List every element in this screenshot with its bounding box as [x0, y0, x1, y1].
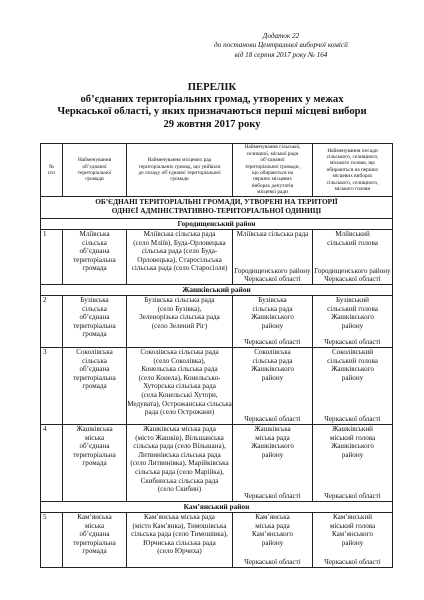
council-elections-line: міська рада: [255, 521, 290, 530]
community-name-line: громада: [82, 264, 107, 273]
community-name: [63, 348, 127, 425]
head-elections: [313, 348, 393, 425]
council-elections-line: Соколівська: [254, 348, 291, 356]
member-councils-line: Хуторська сільська рада: [143, 382, 216, 391]
annex-reference: [214, 32, 348, 60]
community-name-line: об’єднана: [79, 365, 110, 374]
section-title: ОБ’ЄДНАНІ ТЕРИТОРІАЛЬНІ ГРОМАДИ, УТВОРЕНІ НА ТЕРИТОРІЇ ОДНІЄЇ АДМІНІСТРАТИВНО-ТЕРИТОРІАЛЬНОЇ ОДИНИЦІ: [41, 197, 393, 219]
member-councils-line: (місто Кам’янка), Тимошівська: [132, 521, 227, 530]
member-councils-line: (село Бузівка),: [157, 304, 202, 313]
council-elections: [233, 513, 313, 568]
community-name-line: сільська: [82, 356, 107, 365]
council-elections: [233, 230, 313, 285]
member-councils-line: Соколівська сільська рада: [140, 348, 219, 356]
row-number: 3: [41, 348, 63, 425]
member-councils-line: рада (село Острожани): [144, 408, 215, 417]
member-councils-line: сільська рада (село Вільшана),: [133, 442, 226, 451]
table-row: [41, 425, 393, 502]
community-name-line: сільська: [82, 304, 107, 313]
council-elections-line: району: [261, 373, 284, 382]
member-councils-line: Орловецька), Старосільська: [137, 255, 222, 264]
council-elections-line: Черкаської області: [244, 275, 301, 284]
head-elections-line: Черкаської області: [324, 415, 381, 424]
community-name: [63, 296, 127, 348]
member-councils: [127, 296, 233, 348]
council-elections-line: сільська рада: [252, 304, 293, 313]
council-elections-line: району: [261, 321, 284, 330]
section-title-row: [41, 197, 393, 219]
head-elections-line: Бузівський: [336, 296, 369, 304]
head-elections-line: Жашківського: [331, 313, 374, 322]
community-name-line: територіальна: [73, 321, 116, 330]
row-number: 2: [41, 296, 63, 348]
header-council-elections: Найменування сільської, селищної, міської ради об’єднаної територіальної громади, що обираються на перших місцевих виборах депутатів місцевої ради: [233, 144, 313, 197]
council-elections-line: Городищенського району: [234, 266, 311, 275]
member-councils-line: Жашківська міська рада: [143, 425, 216, 433]
table-row: [41, 230, 393, 285]
district-row: [41, 285, 393, 296]
head-elections-line: Мліївський: [335, 230, 370, 238]
member-councils-line: Скибинська сільська рада: [140, 476, 219, 485]
head-elections-line: сільський голова: [327, 356, 378, 365]
community-name-line: об’єднана: [79, 313, 110, 322]
head-elections: [313, 513, 393, 568]
annex-number: Додаток 22: [262, 32, 300, 40]
member-councils-line: Зеленорізька сільська рада: [139, 313, 220, 322]
community-name-line: сільська: [82, 238, 107, 247]
member-councils-line: (село Конела), Конельсько-: [138, 373, 221, 382]
member-councils-line: (село Мліїв), Буда-Орловецька: [133, 238, 226, 247]
community-name: [63, 513, 127, 568]
member-councils-line: (села Конельські Хутори,: [141, 390, 218, 399]
community-name-line: територіальна: [73, 450, 116, 459]
member-councils-line: Литвинівська сільська рада: [138, 450, 221, 459]
head-elections-line: району: [341, 538, 364, 547]
community-name-line: громада: [82, 547, 107, 556]
council-elections-line: Черкаської області: [244, 492, 301, 501]
head-elections-line: Жашківський: [332, 425, 373, 433]
district-name: Городищенський район: [41, 219, 393, 230]
head-elections-line: міський голова: [329, 433, 376, 442]
title-line: ПЕРЕЛІК: [187, 82, 237, 93]
member-councils: [127, 425, 233, 502]
member-councils-line: (село Литвинівка), Марійківська: [130, 459, 229, 468]
member-councils-line: Медувата), Острожанська сільська: [127, 399, 232, 408]
member-councils-line: сільська рада (село Марійка),: [135, 467, 224, 476]
head-elections: [313, 230, 393, 285]
member-councils-line: (село Юрчиха): [157, 547, 202, 556]
community-name: [63, 230, 127, 285]
member-councils-line: сільська рада (село Старосілля): [131, 264, 228, 273]
community-name-line: об’єднана: [79, 442, 110, 451]
annex-date: від 18 серпня 2017 року № 164: [234, 50, 328, 59]
district-row: [41, 502, 393, 513]
head-elections-line: Черкаської області: [324, 338, 381, 347]
annex-resolution: до постанови Центральної виборчої комісії: [214, 41, 348, 50]
council-elections-line: Мліївська сільська рада: [236, 230, 309, 238]
communities-table: [40, 143, 393, 568]
member-councils-line: (село Зелений Ріг): [151, 321, 208, 330]
community-name-line: об’єднана: [79, 247, 110, 256]
head-elections-line: сільський голова: [327, 304, 378, 313]
head-elections-line: Жашківського: [331, 442, 374, 451]
member-councils: [127, 230, 233, 285]
community-name-line: міська: [84, 521, 105, 530]
title-line: об’єднаних територіальних громад, утворених у межах: [80, 94, 344, 106]
council-elections-line: району: [261, 450, 284, 459]
head-elections-line: Кам’янського: [332, 530, 373, 539]
title-line: Черкаської області, у яких призначаються перші місцеві вибори: [57, 106, 367, 118]
council-elections-line: міська рада: [255, 433, 290, 442]
community-name-line: громада: [82, 382, 107, 391]
header-head-elections: Найменування посади сільського, селищного, міського голови, що обираються на перших місцевих виборах сільського, селищного, міського голови: [313, 144, 393, 197]
head-elections: [313, 425, 393, 502]
member-councils-line: Юрчиська сільська рада: [143, 538, 216, 547]
community-name-line: територіальна: [73, 538, 116, 547]
community-name-line: територіальна: [73, 373, 116, 382]
member-councils-line: сільська рада (село Тимошівка),: [131, 530, 228, 539]
title-line: 29 жовтня 2017 року: [163, 118, 261, 130]
head-elections-line: Соколівський: [331, 348, 374, 356]
row-number: 5: [41, 513, 63, 568]
community-name-line: міська: [84, 433, 105, 442]
council-elections-line: Жашківського: [251, 442, 294, 451]
community-name-line: Жашківська: [76, 425, 113, 433]
member-councils: [127, 348, 233, 425]
member-councils-line: (село Соколівка),: [153, 356, 206, 365]
table-row: [41, 348, 393, 425]
council-elections: [233, 348, 313, 425]
council-elections-line: Черкаської області: [244, 338, 301, 347]
head-elections-line: району: [341, 373, 364, 382]
council-elections-line: Черкаської області: [244, 415, 301, 424]
head-elections: [313, 296, 393, 348]
head-elections-line: сільський голова: [327, 238, 378, 247]
table-row: [41, 513, 393, 568]
header-community: Найменування об’єднаної територіальної громади: [63, 144, 127, 197]
member-councils-line: Кам’янська міська рада: [144, 513, 215, 521]
head-elections-line: Городищенського району: [314, 266, 391, 275]
council-elections: [233, 425, 313, 502]
council-elections-line: сільська рада: [252, 356, 293, 365]
table-row: [41, 296, 393, 348]
council-elections-line: Кам’янського: [252, 530, 293, 539]
community-name-line: Кам’янська: [77, 513, 112, 521]
member-councils-line: Конельська сільська рада: [141, 365, 218, 374]
council-elections-line: Бузівська: [258, 296, 287, 304]
council-elections-line: району: [261, 538, 284, 547]
district-name: Жашківський район: [41, 285, 393, 296]
member-councils-line: Бузівська сільська рада: [144, 296, 215, 304]
head-elections-line: Черкаської області: [324, 492, 381, 501]
table-header-row: [41, 144, 393, 197]
head-elections-line: Кам’янський: [332, 513, 373, 521]
council-elections-line: Жашківського: [251, 365, 294, 374]
community-name-line: територіальна: [73, 255, 116, 264]
community-name-line: Мліївська: [79, 230, 110, 238]
row-number: 1: [41, 230, 63, 285]
council-elections-line: Жашківського: [251, 313, 294, 322]
document-title: [40, 82, 384, 131]
row-number: 4: [41, 425, 63, 502]
member-councils-line: Мліївська сільська рада: [143, 230, 216, 238]
head-elections-line: Черкаської області: [324, 275, 381, 284]
community-name-line: Бузівська: [80, 296, 109, 304]
member-councils-line: сільська рада (село Буда-: [141, 247, 218, 256]
community-name-line: Соколівська: [76, 348, 113, 356]
community-name-line: об’єднана: [79, 530, 110, 539]
header-councils: Найменування місцевих рад територіальних громад, що увійшли до складу об’єднаної територіальної громади: [127, 144, 233, 197]
head-elections-line: району: [341, 321, 364, 330]
council-elections-line: Черкаської області: [244, 558, 301, 567]
head-elections-line: міський голова: [329, 521, 376, 530]
head-elections-line: Черкаської області: [324, 558, 381, 567]
member-councils: [127, 513, 233, 568]
district-name: Кам’янський район: [41, 502, 393, 513]
header-num: № п/п: [41, 144, 63, 197]
council-elections-line: Жашківська: [254, 425, 291, 433]
member-councils-line: (місто Жашків), Вільшанська: [135, 433, 224, 442]
community-name: [63, 425, 127, 502]
district-row: [41, 219, 393, 230]
member-councils-line: (село Скибин): [157, 485, 202, 494]
council-elections-line: Кам’янська: [255, 513, 290, 521]
council-elections: [233, 296, 313, 348]
community-name-line: громада: [82, 459, 107, 468]
head-elections-line: Жашківського: [331, 365, 374, 374]
head-elections-line: району: [341, 450, 364, 459]
community-name-line: громада: [82, 330, 107, 339]
